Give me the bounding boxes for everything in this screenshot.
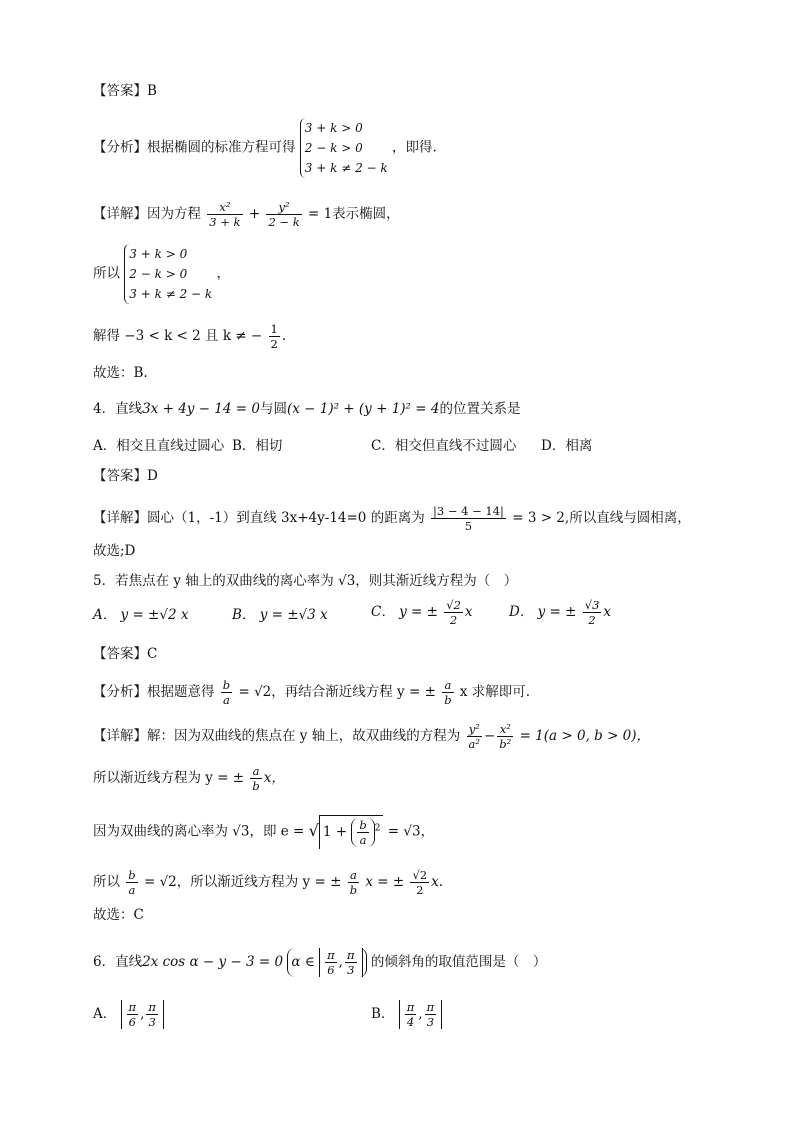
fraction-denominator: 2 <box>449 613 458 627</box>
fraction <box>425 1000 437 1029</box>
fraction-numerator: √2 <box>412 868 428 882</box>
fraction-numerator: y² <box>266 200 301 215</box>
q5-line2 <box>93 764 285 793</box>
q4-detail-line <box>93 504 691 533</box>
answer-tag: 【答案】 <box>93 468 147 484</box>
condition-paren <box>287 948 366 977</box>
system-row: 3 + k ≠ 2 − k <box>304 161 388 175</box>
fraction-numerator: x² <box>497 722 513 737</box>
fraction <box>207 200 242 229</box>
fraction-denominator: 2 <box>416 883 424 897</box>
stem-number: 6．直线 <box>93 954 143 970</box>
line-equation: 3x + 4y − 14 = 0 <box>142 401 260 417</box>
detail-text: 解：因为双曲线的焦点在 y 轴上，故双曲线的方程为 <box>147 728 461 744</box>
q4-choose-line: 故选;D <box>93 543 136 559</box>
line-mid2: x = ± <box>365 874 405 890</box>
analysis-end: x 求解即可. <box>459 684 531 700</box>
option-label: B． <box>371 1006 395 1022</box>
q4-option-c: C．相交但直线不过圆心 <box>371 438 517 454</box>
answer-tag: 【答案】 <box>93 646 147 662</box>
analysis-text: 根据椭圆的标准方程可得 <box>147 139 296 156</box>
fraction-denominator: b² <box>499 737 512 751</box>
q6-option-b <box>371 1000 442 1029</box>
q5-choose-line: 故选：C <box>93 907 144 923</box>
answer-value: D <box>147 468 158 484</box>
option-label: C． y = ± <box>371 604 438 620</box>
fraction <box>325 948 337 977</box>
interval-bracket: $\frac{\pi}{6}$ , $\frac{\pi}{3}$ <box>319 948 362 977</box>
answer-value: B <box>147 83 157 99</box>
fraction-numerator: a <box>348 868 359 883</box>
detail-tag: 【详解】 <box>93 206 147 222</box>
fraction <box>348 868 359 897</box>
q5-detail-line <box>93 722 650 751</box>
fraction <box>345 948 357 977</box>
circle-equation: (x − 1)² + (y + 1)² = 4 <box>286 401 440 417</box>
solve-text: 解得 −3 < k < 2 且 k ≠ − <box>93 328 263 344</box>
fraction-denominator: a <box>359 833 367 847</box>
inequality-system <box>300 118 388 178</box>
fraction <box>127 1000 139 1029</box>
stem-end: 的位置关系是 <box>439 401 521 417</box>
fraction <box>467 722 482 751</box>
q3-so-line <box>93 244 230 304</box>
q5-option-d <box>509 598 611 627</box>
fraction <box>250 764 261 793</box>
q5-option-a: A． y = ±√2 x <box>93 607 189 623</box>
fraction-denominator: 6 <box>128 1015 136 1029</box>
q5-option-b: B． y = ±√3 x <box>232 607 328 623</box>
variable-x: x <box>603 604 612 620</box>
stem-number: 4．直线 <box>93 401 143 417</box>
detail-mid: = 3 > 2 <box>512 510 565 526</box>
interval-bracket: $\frac{\pi}{6}$ , $\frac{\pi}{3}$ <box>121 1000 164 1029</box>
stem-mid: 与圆 <box>259 401 287 417</box>
stem-end: 的倾斜角的取值范围是（ ） <box>370 954 547 970</box>
q5-analysis-line <box>93 678 530 707</box>
fraction-numerator: √2 <box>446 598 461 612</box>
fraction-numerator: π <box>128 1000 137 1014</box>
fraction <box>269 322 280 351</box>
interval-bracket: $\frac{\pi}{4}$ , $\frac{\pi}{3}$ <box>399 1000 442 1029</box>
fraction-numerator: π <box>406 1000 415 1014</box>
fraction-numerator: a <box>442 678 453 693</box>
line-end: x. <box>431 874 444 890</box>
fraction-denominator: 6 <box>327 963 335 977</box>
line-end: x， <box>263 770 285 786</box>
plus-sign: + <box>248 206 261 222</box>
q4-option-b: B．相切 <box>232 438 283 454</box>
fraction <box>357 818 368 847</box>
fraction-denominator: 3 <box>347 963 355 977</box>
fraction-denominator: a² <box>468 737 480 751</box>
detail-end: = 1表示椭圆， <box>307 206 400 222</box>
fraction <box>444 598 463 627</box>
solve-end: . <box>281 328 287 344</box>
q3-choose-line: 故选：B. <box>93 365 148 381</box>
system-row: 2 − k > 0 <box>129 267 188 281</box>
line-equation: 2x cos α − y − 3 = 0 <box>142 954 284 970</box>
fraction-numerator: π <box>327 948 335 962</box>
fraction-denominator: 5 <box>464 519 473 533</box>
line-text: 所以 <box>93 874 120 890</box>
fraction-denominator: 2 <box>588 613 596 627</box>
fraction-denominator: 4 <box>406 1015 415 1029</box>
fraction-numerator: y² <box>467 722 482 737</box>
detail-tag: 【详解】 <box>93 728 147 744</box>
line-mid: = √2，所以渐近线方程为 y = ± <box>143 874 342 890</box>
detail-text: 圆心（1，-1）到直线 3x+4y-14=0 的距离为 <box>147 510 425 526</box>
sqrt-inner: 1 + <box>322 824 348 840</box>
q4-answer-line <box>93 467 158 485</box>
fraction-numerator: b <box>359 818 367 832</box>
fraction-numerator: b <box>222 678 231 692</box>
detail-end: = 1(a > 0, b > 0)， <box>519 728 651 744</box>
analysis-mid: = √2，再结合渐近线方程 y = ± <box>238 684 436 700</box>
fraction-denominator: 2 <box>270 337 278 351</box>
analysis-tag: 【分析】 <box>93 139 147 156</box>
fraction-denominator: b <box>252 779 260 793</box>
fraction-numerator: π <box>148 1000 156 1014</box>
q3-answer-line <box>93 82 157 100</box>
fraction <box>497 722 513 751</box>
fraction-denominator: a <box>223 693 230 707</box>
system-row: 3 + k > 0 <box>129 247 188 261</box>
q4-option-d: D．相离 <box>541 438 593 454</box>
fraction <box>410 868 429 897</box>
fraction <box>583 598 602 627</box>
answer-value: C <box>147 646 158 662</box>
detail-text: 因为方程 <box>147 206 201 222</box>
fraction-numerator: π <box>346 948 355 962</box>
fraction <box>442 678 453 707</box>
q5-line3 <box>93 815 434 849</box>
fraction <box>405 1000 417 1029</box>
option-label: A． <box>93 1006 117 1022</box>
fraction-denominator: 3 + k <box>209 215 241 229</box>
q5-answer-line <box>93 645 157 663</box>
condition-text: α ∈ <box>291 954 315 970</box>
fraction-numerator: x² <box>207 200 242 215</box>
variable-x: x <box>464 604 473 620</box>
analysis-end: ，即得. <box>391 139 437 156</box>
fraction <box>126 868 137 897</box>
q3-solve-line <box>93 322 286 351</box>
detail-end: ,所以直线与圆相离， <box>564 510 691 526</box>
q5-option-c <box>371 598 473 627</box>
option-label: D． y = ± <box>509 604 577 620</box>
answer-tag: 【答案】 <box>93 83 147 99</box>
fraction-denominator: b <box>444 693 452 707</box>
q6-stem <box>93 948 546 977</box>
analysis-text: 根据题意得 <box>147 684 215 700</box>
system-row: 3 + k > 0 <box>304 121 363 135</box>
fraction <box>221 678 232 707</box>
minus-sign: − <box>483 728 496 744</box>
q6-option-a <box>93 1000 164 1029</box>
fraction-numerator: b <box>128 868 136 882</box>
fraction-denominator: 3 <box>426 1015 435 1029</box>
q5-stem: 5．若焦点在 y 轴上的双曲线的离心率为 √3，则其渐近线方程为（ ） <box>93 573 518 589</box>
detail-tag: 【详解】 <box>93 510 147 526</box>
fraction-numerator: |3 − 4 − 14| <box>433 504 504 518</box>
fraction-numerator: a <box>250 764 261 779</box>
q5-line4 <box>93 868 443 897</box>
so-text: 所以 <box>93 265 120 282</box>
line-text: 所以渐近线方程为 y = ± <box>93 770 245 786</box>
line-end: = √3， <box>387 823 435 840</box>
fraction <box>266 200 301 229</box>
system-row: 3 + k ≠ 2 − k <box>129 287 213 301</box>
fraction-numerator: √3 <box>584 598 600 612</box>
q3-analysis-line <box>93 118 437 178</box>
fraction-numerator: 1 <box>270 322 278 336</box>
system-row: 2 − k > 0 <box>304 141 363 155</box>
fraction-denominator: 3 <box>148 1015 156 1029</box>
fraction <box>146 1000 158 1029</box>
line-text: 因为双曲线的离心率为 √3，即 e = <box>93 823 305 840</box>
fraction <box>431 504 506 533</box>
fraction-numerator: π <box>426 1000 435 1014</box>
analysis-tag: 【分析】 <box>93 684 147 700</box>
fraction-denominator: 2 − k <box>268 215 300 229</box>
fraction-denominator: b <box>349 883 358 897</box>
sqrt-expression: √ 1 + $\frac{b}{a}$ $^2$ <box>309 815 384 849</box>
q3-detail-line <box>93 200 400 229</box>
so-end: ， <box>216 265 230 282</box>
inequality-system <box>124 244 212 304</box>
fraction-denominator: a <box>128 883 136 897</box>
q4-stem <box>93 400 520 418</box>
q4-option-a: A．相交且直线过圆心 <box>93 438 225 454</box>
